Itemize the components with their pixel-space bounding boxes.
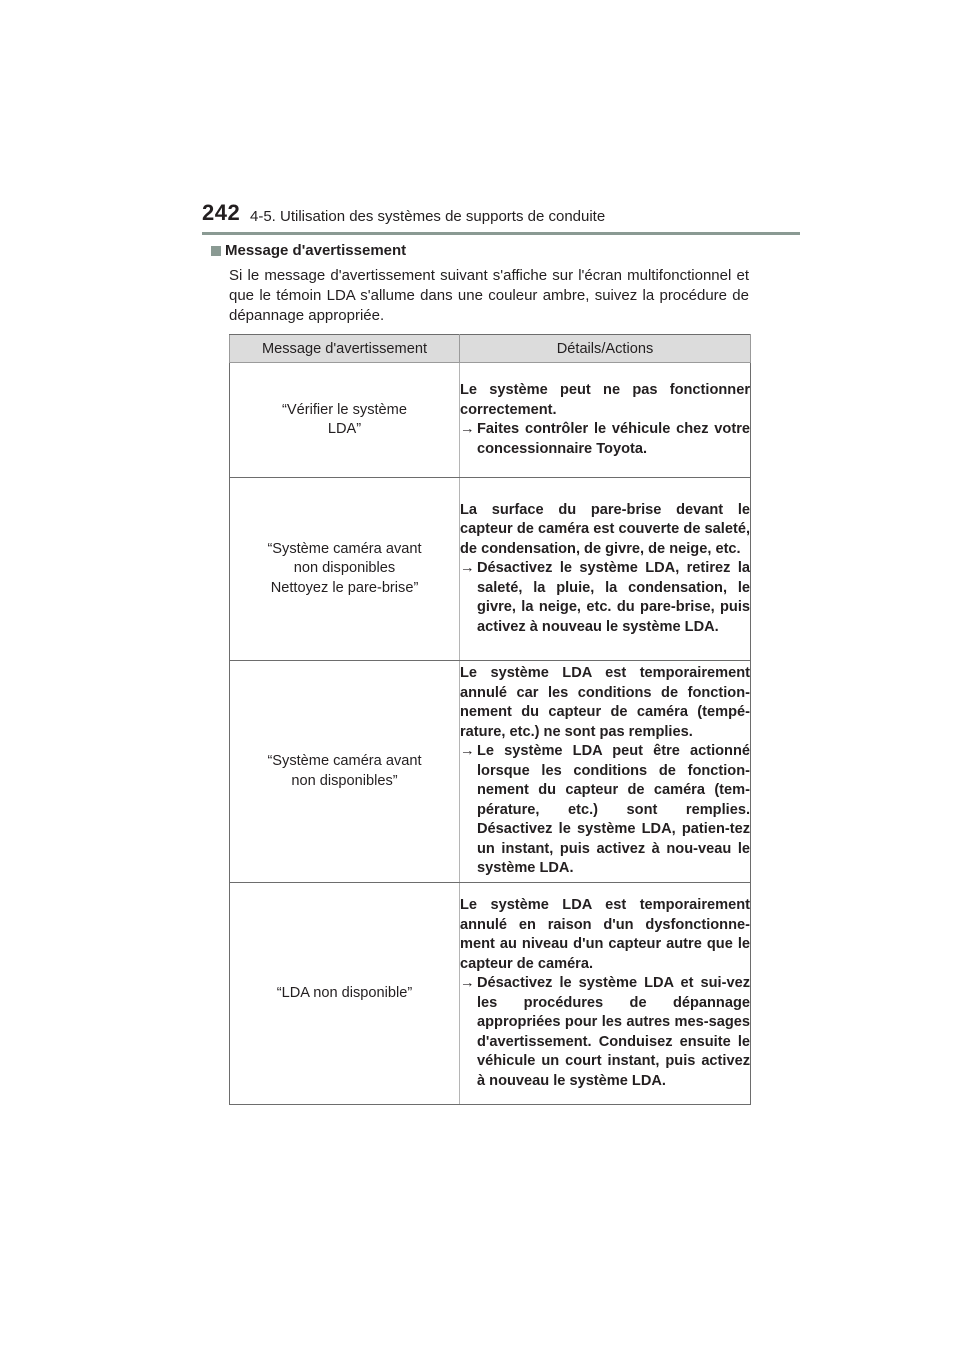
section-heading [211,242,406,259]
warning-message-line: “Système caméra avant [267,753,422,769]
arrow-icon: → [460,421,475,437]
intro-paragraph [229,266,749,326]
column-header-details: Détails/Actions [460,335,751,363]
warning-message-line: non disponibles [293,560,396,577]
warning-message-cell [230,363,460,478]
table-row [230,883,751,1105]
action-item [460,742,750,879]
detail-text: Le système peut ne pas fonctionner correctement. [460,382,750,418]
details-cell [460,883,751,1105]
details-cell [460,478,751,661]
warning-message-line: LDA” [327,421,362,437]
arrow-icon: → [460,743,475,760]
action-text: Désactivez le système LDA et sui-vez les procédures de dépannage appropriées pour les autres mes-sages d'avertissement. Conduisez ensuite le véhicule un court instant, puis activez à nouveau le système LDA. [477,975,750,1089]
header-rule [202,232,800,235]
details-cell [460,363,751,478]
warning-message-cell [230,478,460,661]
warning-message-cell [230,661,460,883]
square-icon [211,246,221,256]
page-number: 242 [202,200,241,225]
column-header-message: Message d'avertissement [230,335,460,363]
warning-message-line: “LDA non disponible” [276,984,413,1001]
detail-text: Le système LDA est temporairement annulé car les conditions de fonction-nement du capteur de caméra (tempé-rature, etc.) ne sont pas remplies. [460,665,750,740]
details-cell [460,661,751,883]
table-row [230,661,751,883]
warning-message-table [229,334,751,1105]
table-header-row [230,335,751,363]
action-text: Le système LDA peut être actionné lorsque les conditions de fonction-nement du capteur de caméra (tem-pérature, etc.) sont remplies. Désactivez le système LDA, patien-tez un instant, puis activez à nou-veau le système LDA. [477,743,750,877]
warning-message-line: Nettoyez le pare-brise” [270,579,419,596]
intro-text: Si le message d'avertissement suivant s'affiche sur l'écran multifonctionnel et que le témoin LDA s'allume dans une couleur ambre, suivez la procédure de dépannage appropriée. [229,267,749,324]
table-row [230,478,751,661]
action-text: Désactivez le système LDA, retirez la saleté, la pluie, la condensation, le givre, la neige, etc. du pare-brise, puis activez à nouveau le système LDA. [477,560,750,635]
arrow-icon: → [460,560,475,577]
action-item [460,559,750,637]
arrow-icon: → [460,975,475,991]
action-text: Faites contrôler le véhicule chez votre concessionnaire Toyota. [477,421,750,457]
chapter-title: 4-5. Utilisation des systèmes de supports de conduite [250,208,606,225]
table-row [230,363,751,478]
detail-text: Le système LDA est temporairement annulé en raison d'un dysfonctionne-ment au niveau d'un capteur autre que le capteur de caméra. [460,897,750,972]
action-item [460,420,750,459]
warning-message-cell [230,883,460,1105]
warning-message-line: “Système caméra avant [267,540,422,557]
section-heading-text: Message d'avertissement [225,242,407,259]
detail-text: La surface du pare-brise devant le capteur de caméra est couverte de saleté, de condensation, de givre, de neige, etc. [460,501,750,557]
warning-message-line: non disponibles” [291,772,398,789]
action-item [460,974,750,1091]
warning-message-line: “Vérifier le système [282,401,407,418]
